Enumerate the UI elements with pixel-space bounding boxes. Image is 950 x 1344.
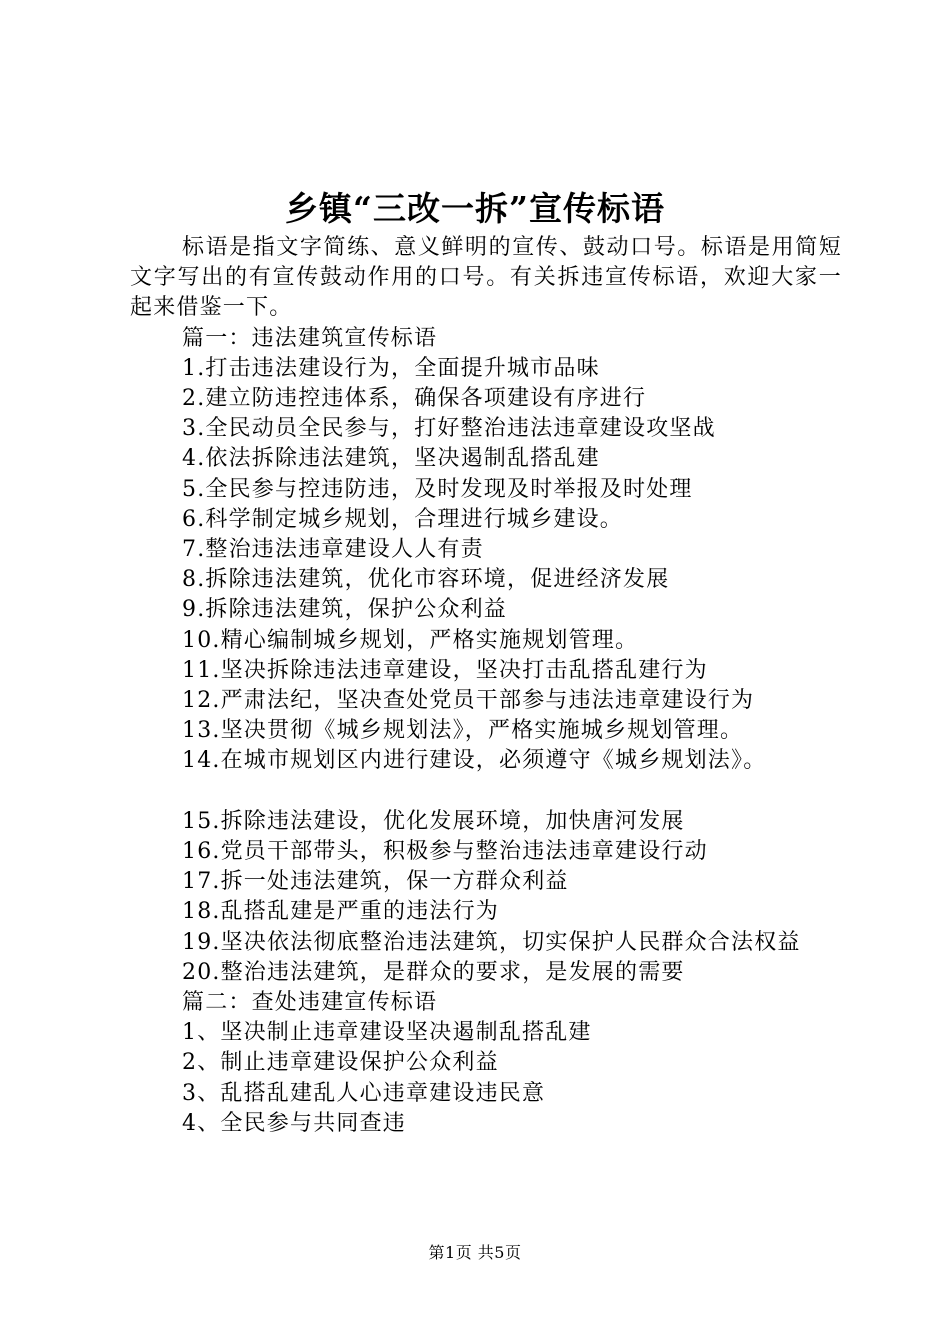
slogan-item-wrapped: 19.坚决依法彻底整治违法建筑，切实保护人民群众合法权益: [182, 929, 801, 955]
slogan-item: 5.全民参与控违防违，及时发现及时举报及时处理: [182, 476, 693, 502]
slogan-item: 2、制止违章建设保护公众利益: [182, 1050, 499, 1076]
blank-line: [130, 777, 842, 807]
slogan-item: 2.建立防违控违体系，确保各项建设有序进行: [182, 386, 647, 412]
section-heading-2: 篇二：查处违建宣传标语: [182, 990, 438, 1016]
slogan-item: 12.严肃法纪，坚决查处党员干部参与违法违章建设行为: [182, 688, 755, 714]
slogan-item: 9.拆除违法建筑，保护公众利益: [182, 597, 507, 623]
slogan-item: 13.坚决贯彻《城乡规划法》，严格实施城乡规划管理。: [182, 718, 744, 744]
intro-paragraph: 标语是指文字简练、意义鲜明的宣传、鼓动口号。标语是用简短文字写出的有宣传鼓动作用的口号。有关拆违宣传标语，欢迎大家一起来借鉴一下。: [130, 235, 842, 321]
document-title: 乡镇“三改一拆”宣传标语: [285, 189, 665, 228]
slogan-item: 1、坚决制止违章建设坚决遏制乱搭乱建: [182, 1020, 592, 1046]
slogan-item: 7.整治违法违章建设人人有责: [182, 537, 484, 563]
slogan-item: 10.精心编制城乡规划，严格实施规划管理。: [182, 627, 639, 653]
document-body: [130, 233, 842, 1139]
slogan-item: 16.党员干部带头，积极参与整治违法违章建设行动: [182, 839, 708, 865]
slogan-item: 18.乱搭乱建是严重的违法行为: [182, 899, 499, 925]
slogan-item: 14.在城市规划区内进行建设，必须遵守《城乡规划法》。: [182, 748, 767, 774]
slogan-item: 20.整治违法建筑，是群众的要求，是发展的需要: [182, 959, 685, 985]
slogan-item: 6.科学制定城乡规划，合理进行城乡建设。: [182, 506, 623, 532]
slogan-item: 8.拆除违法建筑，优化市容环境，促进经济发展: [182, 567, 670, 593]
slogan-item: 4.依法拆除违法建筑，坚决遏制乱搭乱建: [182, 446, 600, 472]
slogan-item: 1.打击违法建设行为，全面提升城市品味: [182, 355, 600, 381]
slogan-item: 17.拆一处违法建筑，保一方群众利益: [182, 869, 569, 895]
slogan-item: 11.坚决拆除违法违章建设，坚决打击乱搭乱建行为: [182, 657, 708, 683]
section-heading-1: 篇一：违法建筑宣传标语: [182, 325, 438, 351]
page-number: 第1页 共5页: [428, 1243, 522, 1262]
slogan-item: 3.全民动员全民参与，打好整治违法违章建设攻坚战: [182, 416, 716, 442]
slogan-item: 4、全民参与共同查违: [182, 1110, 406, 1136]
slogan-item: 3、乱搭乱建乱人心违章建设违民意: [182, 1080, 546, 1106]
slogan-item: 15.拆除违法建设，优化发展环境，加快唐河发展: [182, 808, 685, 834]
